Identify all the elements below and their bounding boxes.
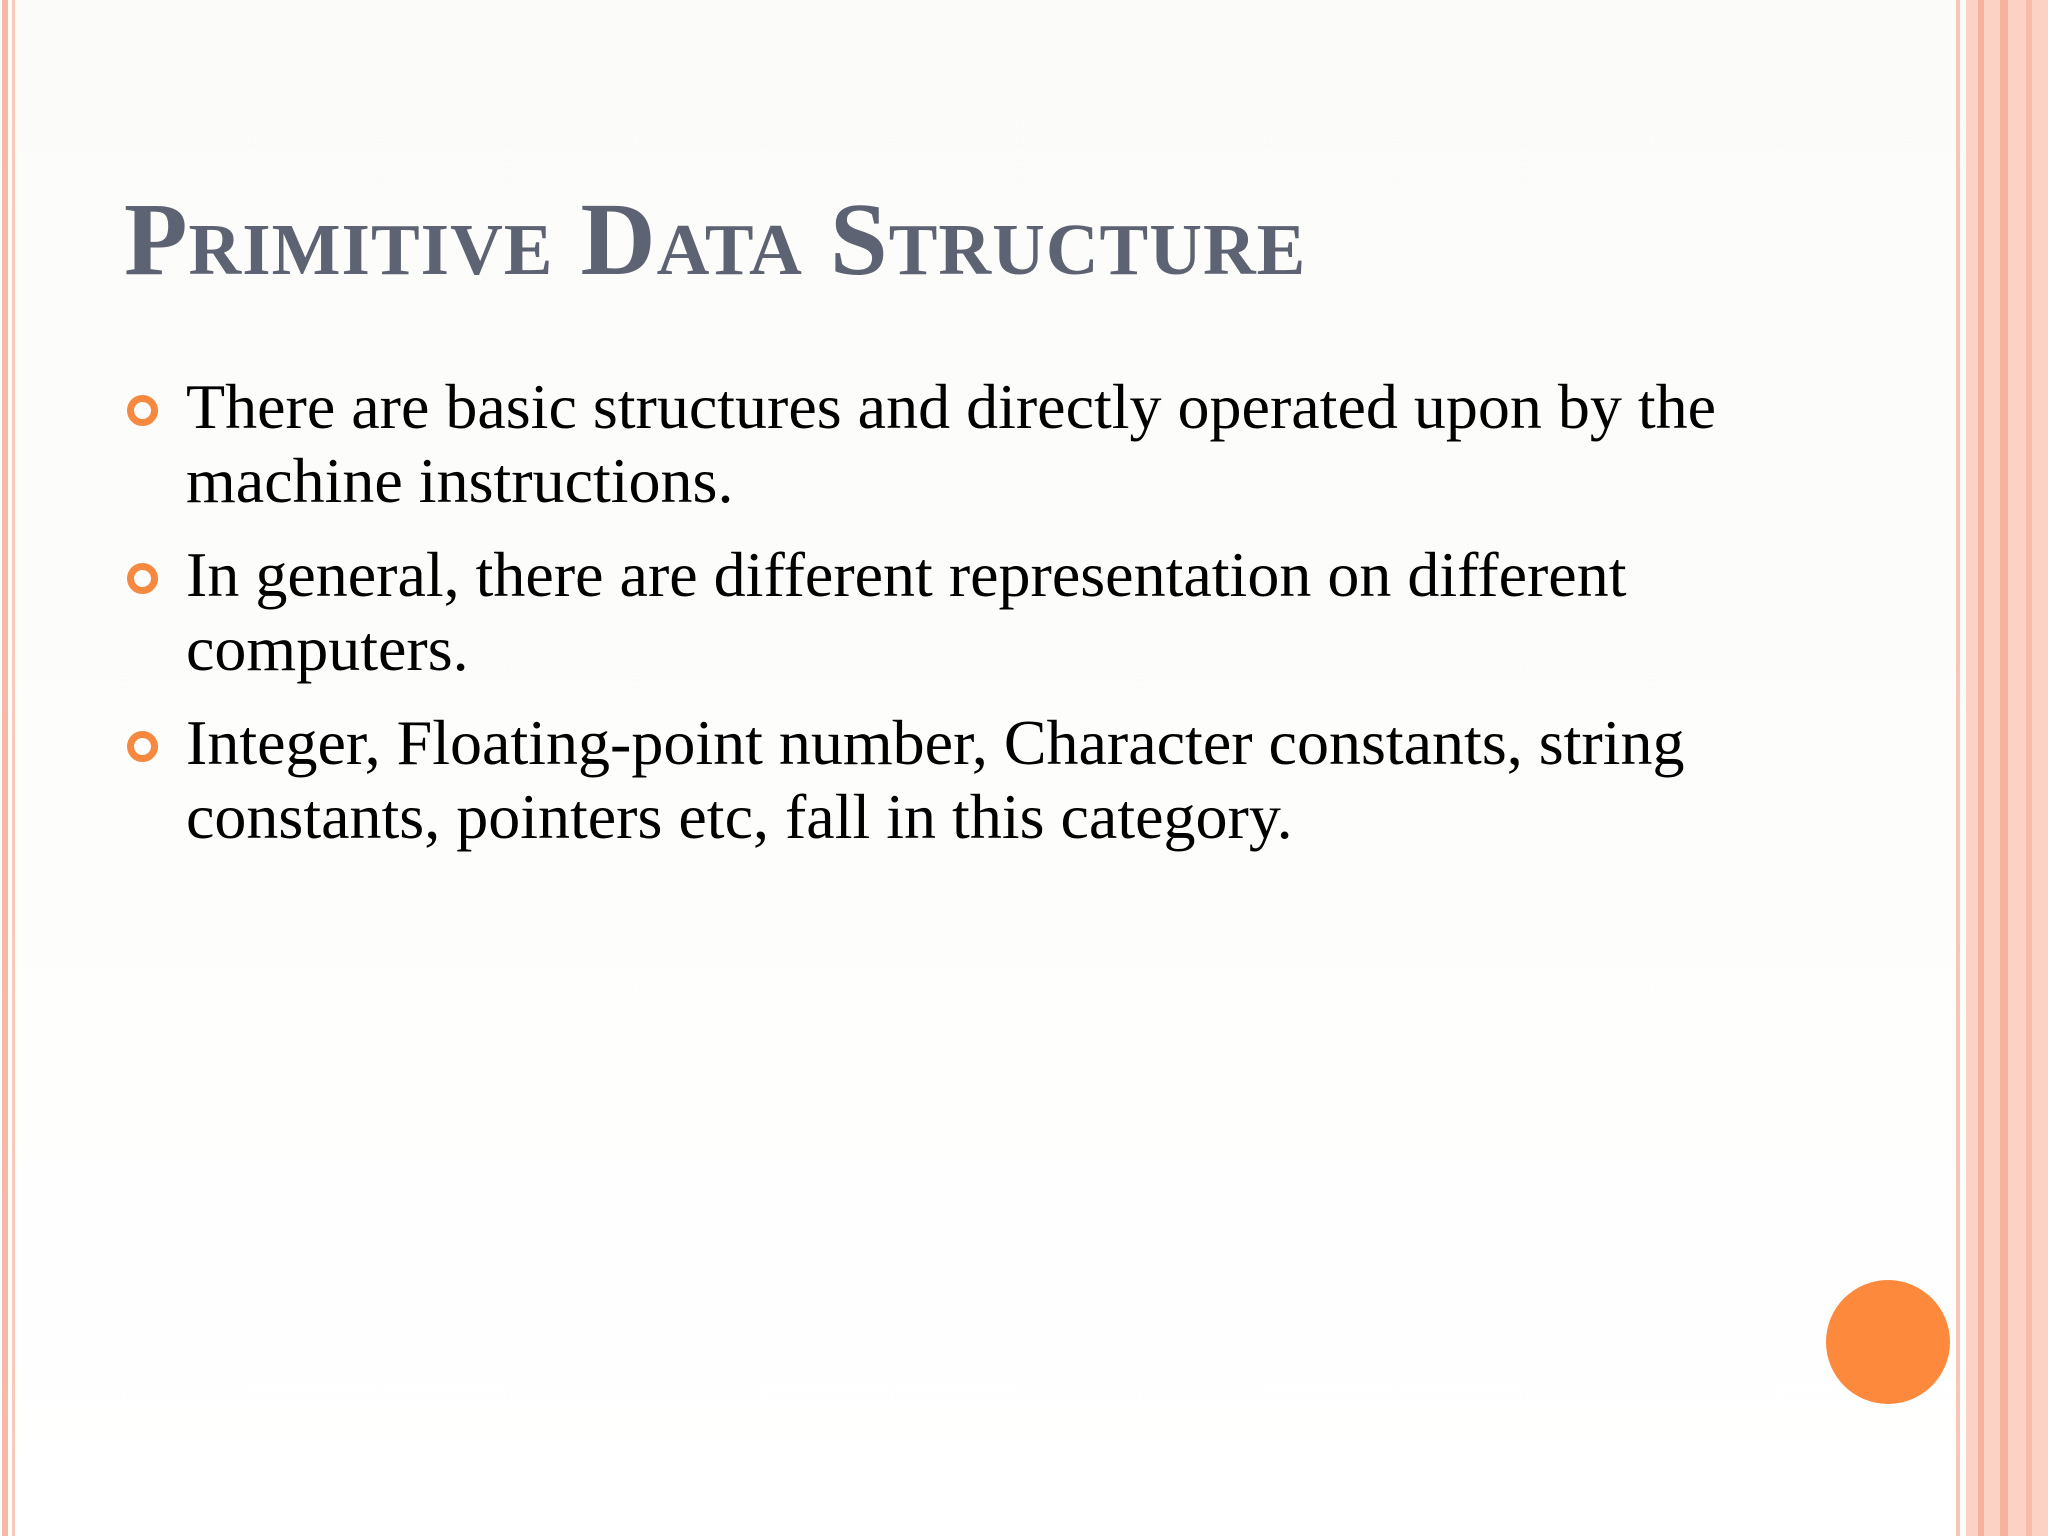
bullet-item [124,370,1804,518]
bullet-text: In general, there are different representation on different computers. [186,539,1627,684]
right-border-stripe [2026,0,2032,1536]
right-border-stripe [1978,0,1984,1536]
left-border-line [2,0,8,1536]
bullet-item [124,538,1804,686]
bullet-text: Integer, Floating-point number, Character constants, string constants, pointers etc, fall in this category. [186,707,1685,852]
bullet-text: There are basic structures and directly operated upon by the machine instructions. [186,371,1717,516]
decorative-orange-circle [1826,1280,1950,1404]
right-border-stripe [2000,0,2008,1536]
bullet-list [124,370,1804,874]
ring-bullet-icon [127,395,158,426]
bullet-item [124,706,1804,854]
ring-bullet-icon [127,563,158,594]
slide-title: Primitive Data Structure [124,182,1307,297]
left-border-line-inner [12,0,15,1536]
ring-bullet-icon [127,731,158,762]
right-border-line [1956,0,1960,1536]
